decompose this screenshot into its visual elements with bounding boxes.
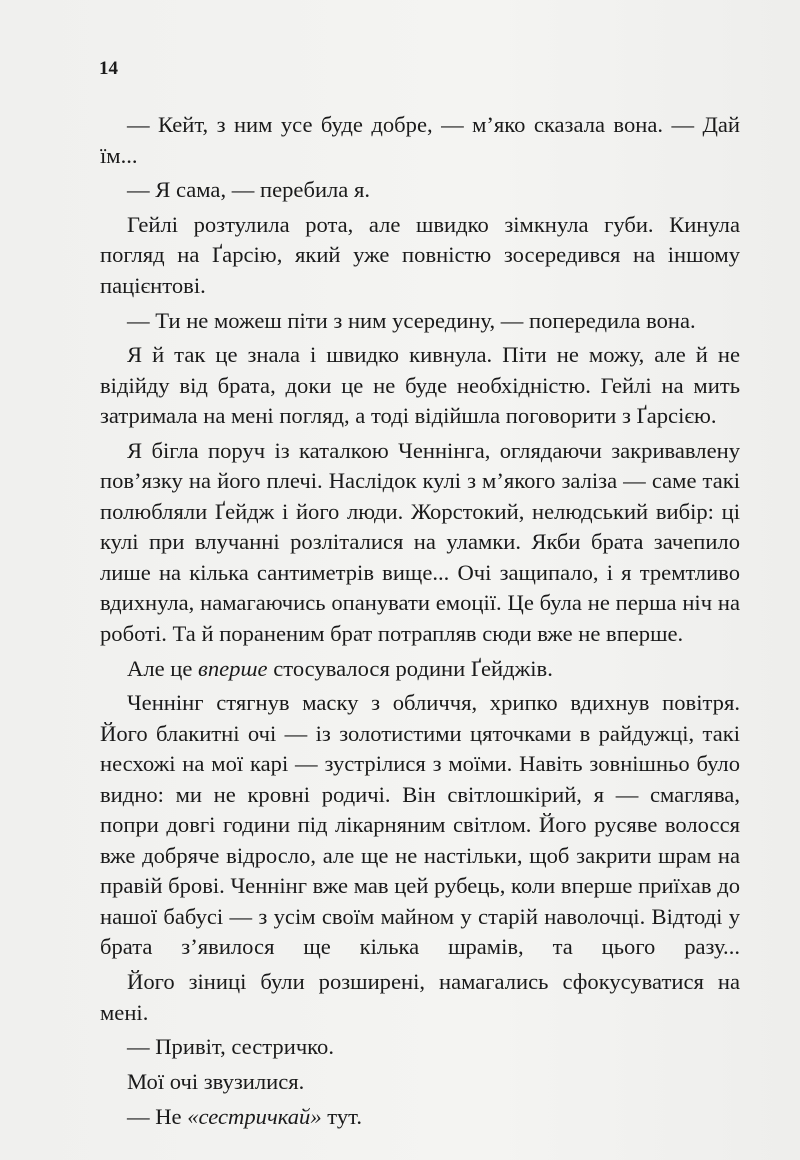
paragraph-text: Його зіниці були розширені, намагались сфокусуватися на мені.	[100, 969, 740, 1025]
paragraph-text: — Привіт, сестричко.	[127, 1034, 334, 1060]
paragraph-text: — Ти не можеш піти з ним усередину, — попередила вона.	[127, 307, 696, 333]
paragraph	[100, 1032, 740, 1063]
page-number: 14	[99, 58, 118, 79]
paragraph-text: Я й так це знала і швидко кивнула. Піти не можу, але й не відійду від брата, доки це не буде необхідністю. Гейлі на мить затримала на мені погляд, а тоді відійшла поговорити з Ґарсією.	[100, 342, 740, 429]
paragraph-text: стосувалося родини Ґейджів.	[267, 655, 553, 681]
paragraph	[100, 1102, 740, 1133]
paragraph	[100, 306, 740, 337]
paragraph-text: — Кейт, з ним усе буде добре, — м’яко сказала вона. — Дай їм...	[100, 112, 740, 168]
paragraph	[100, 688, 740, 963]
paragraph	[100, 967, 740, 1028]
paragraph-text: Я бігла поруч із каталкою Ченнінга, оглядаючи закривавлену пов’язку на його плечі. Наслідок кулі з м’якого заліза — саме такі полюбляли Ґейдж і його люди. Жорстокий, нелюдський вибір: ці кулі при влучанні розліталися на уламки. Якби брата зачепило лише на кілька сантиметрів вище... Очі защипало, і я тремтливо вдихнула, намагаючись опанувати емоції. Це була не перша ніч на роботі. Та й пораненим брат потрапляв сюди вже не вперше.	[100, 437, 740, 646]
paragraph	[100, 436, 740, 650]
paragraph-text: Але це	[127, 655, 199, 681]
paragraph-text: — Я сама, — перебила я.	[127, 177, 371, 203]
paragraph	[100, 210, 740, 302]
paragraph-text: Гейлі розтулила рота, але швидко зімкнула губи. Кинула погляд на Ґарсію, який уже повністю зосередився на іншому пацієнтові.	[100, 211, 740, 298]
paragraph	[100, 1067, 740, 1098]
paragraph	[100, 654, 740, 685]
body-text	[100, 110, 740, 1136]
emphasis-text: вперше	[198, 655, 268, 681]
paragraph-text: Мої очі звузилися.	[127, 1068, 305, 1094]
paragraph-text: Ченнінг стягнув маску з обличчя, хрипко вдихнув повітря. Його блакитні очі — із золотистими цяточками в райдужці, такі несхожі на мої карі — зустрілися з моїми. Навіть зовнішньо було видно: ми не кровні родичі. Він світлошкірий, я — смаглява, попри довгі години під лікарняним світлом. Його русяве волосся вже добряче відросло, але ще не настільки, щоб закрити шрам на правій брові. Ченнінг вже мав цей рубець, коли вперше приїхав до нашої бабусі — з усім своїм майном у старій наволочці. Відтоді у брата з’явилося ще кілька шрамів, та цього разу...	[100, 690, 740, 960]
paragraph	[100, 340, 740, 432]
paragraph-text: — Не	[127, 1103, 188, 1129]
paragraph	[100, 110, 740, 171]
paragraph-text: тут.	[321, 1103, 362, 1129]
emphasis-text: «сестричкай»	[187, 1103, 322, 1129]
paragraph	[100, 175, 740, 206]
